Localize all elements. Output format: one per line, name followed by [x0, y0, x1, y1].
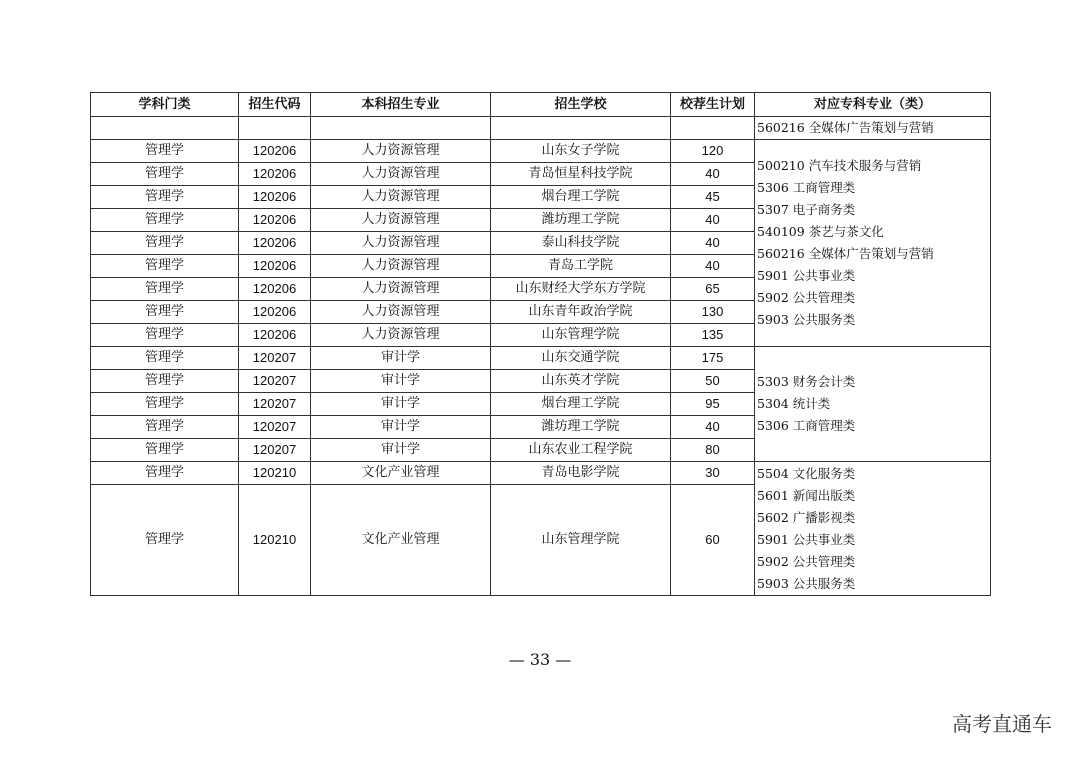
program-cell: 人力资源管理 [311, 209, 491, 232]
school-cell: 山东青年政治学院 [491, 301, 671, 324]
related-major: 5902 公共管理类 [757, 553, 856, 569]
related-major: 5307 电子商务类 [757, 202, 856, 217]
related-major: 5304 统计类 [757, 396, 831, 411]
header-quota: 校荐生计划 [671, 93, 755, 117]
program-cell: 人力资源管理 [311, 232, 491, 255]
category-cell: 管理学 [91, 278, 239, 301]
related-majors-cell [755, 140, 991, 347]
header-program: 本科招生专业 [311, 93, 491, 117]
school-cell: 山东财经大学东方学院 [491, 278, 671, 301]
category-cell: 管理学 [91, 393, 239, 416]
header-code: 招生代码 [239, 93, 311, 117]
carry-over-row [91, 117, 991, 140]
program-cell: 审计学 [311, 347, 491, 370]
program-cell: 审计学 [311, 393, 491, 416]
code-cell: 120207 [239, 439, 311, 462]
code-cell: 120207 [239, 416, 311, 439]
related-major: 5901 公共事业类 [757, 268, 856, 283]
related-major: 560216 全媒体广告策划与营销 [757, 246, 934, 261]
program-cell: 人力资源管理 [311, 140, 491, 163]
related-major: 5306 工商管理类 [757, 180, 856, 195]
school-cell: 潍坊理工学院 [491, 416, 671, 439]
quota-cell: 135 [671, 324, 755, 347]
program-cell: 文化产业管理 [311, 485, 491, 596]
category-cell: 管理学 [91, 163, 239, 186]
header-category: 学科门类 [91, 93, 239, 117]
quota-cell: 80 [671, 439, 755, 462]
category-cell: 管理学 [91, 255, 239, 278]
school-cell: 青岛电影学院 [491, 462, 671, 485]
quota-cell: 40 [671, 255, 755, 278]
program-cell: 人力资源管理 [311, 186, 491, 209]
code-cell: 120210 [239, 462, 311, 485]
category-cell: 管理学 [91, 485, 239, 596]
code-cell: 120207 [239, 393, 311, 416]
related-major: 5306 工商管理类 [757, 418, 856, 433]
code-cell: 120206 [239, 324, 311, 347]
code-cell: 120206 [239, 232, 311, 255]
program-cell: 人力资源管理 [311, 278, 491, 301]
related-major: 5902 公共管理类 [757, 290, 856, 305]
quota-cell: 65 [671, 278, 755, 301]
related-major: 5602 广播影视类 [757, 509, 856, 525]
category-cell: 管理学 [91, 209, 239, 232]
quota-cell: 40 [671, 416, 755, 439]
quota-cell: 120 [671, 140, 755, 163]
school-cell: 潍坊理工学院 [491, 209, 671, 232]
related-major: 5601 新闻出版类 [757, 487, 856, 503]
code-cell: 120206 [239, 186, 311, 209]
empty-cell [91, 117, 239, 140]
quota-cell: 40 [671, 232, 755, 255]
code-cell: 120206 [239, 163, 311, 186]
category-cell: 管理学 [91, 370, 239, 393]
quota-cell: 175 [671, 347, 755, 370]
related-major: 5303 财务会计类 [757, 374, 856, 389]
quota-cell: 60 [671, 485, 755, 596]
table-row [91, 462, 991, 485]
related-major: 560216 全媒体广告策划与营销 [757, 120, 934, 135]
program-cell: 人力资源管理 [311, 163, 491, 186]
quota-cell: 50 [671, 370, 755, 393]
code-cell: 120206 [239, 278, 311, 301]
school-cell: 烟台理工学院 [491, 186, 671, 209]
program-cell: 文化产业管理 [311, 462, 491, 485]
school-cell: 烟台理工学院 [491, 393, 671, 416]
category-cell: 管理学 [91, 462, 239, 485]
empty-cell [491, 117, 671, 140]
school-cell: 山东交通学院 [491, 347, 671, 370]
code-cell: 120206 [239, 209, 311, 232]
code-cell: 120207 [239, 347, 311, 370]
code-cell: 120206 [239, 301, 311, 324]
page-number: — 33 — [508, 650, 572, 669]
category-cell: 管理学 [91, 301, 239, 324]
quota-cell: 40 [671, 163, 755, 186]
table-body [91, 117, 991, 596]
program-cell: 人力资源管理 [311, 255, 491, 278]
code-cell: 120207 [239, 370, 311, 393]
related-major: 5504 文化服务类 [757, 465, 856, 481]
quota-cell: 95 [671, 393, 755, 416]
category-cell: 管理学 [91, 186, 239, 209]
related-major: 5903 公共服务类 [757, 575, 856, 591]
category-cell: 管理学 [91, 232, 239, 255]
program-cell: 审计学 [311, 416, 491, 439]
watermark-text: 高考直通车 [952, 712, 1052, 736]
school-cell: 山东管理学院 [491, 485, 671, 596]
enrollment-table [90, 92, 991, 596]
code-cell: 120206 [239, 255, 311, 278]
header-row [91, 93, 991, 117]
program-cell: 审计学 [311, 439, 491, 462]
empty-cell [311, 117, 491, 140]
code-cell: 120210 [239, 485, 311, 596]
program-cell: 人力资源管理 [311, 324, 491, 347]
empty-cell [671, 117, 755, 140]
empty-cell [239, 117, 311, 140]
school-cell: 泰山科技学院 [491, 232, 671, 255]
school-cell: 山东女子学院 [491, 140, 671, 163]
quota-cell: 130 [671, 301, 755, 324]
code-cell: 120206 [239, 140, 311, 163]
school-cell: 山东英才学院 [491, 370, 671, 393]
quota-cell: 40 [671, 209, 755, 232]
related-major: 540109 茶艺与茶文化 [757, 224, 884, 239]
school-cell: 青岛工学院 [491, 255, 671, 278]
program-cell: 审计学 [311, 370, 491, 393]
header-related-majors: 对应专科专业（类） [755, 93, 991, 117]
related-major: 500210 汽车技术服务与营销 [757, 158, 922, 173]
quota-cell: 30 [671, 462, 755, 485]
category-cell: 管理学 [91, 324, 239, 347]
related-majors-cell [755, 117, 991, 140]
category-cell: 管理学 [91, 416, 239, 439]
category-cell: 管理学 [91, 140, 239, 163]
school-cell: 山东农业工程学院 [491, 439, 671, 462]
category-cell: 管理学 [91, 439, 239, 462]
table-row [91, 140, 991, 163]
related-major: 5901 公共事业类 [757, 531, 856, 547]
table-row [91, 347, 991, 370]
program-cell: 人力资源管理 [311, 301, 491, 324]
header-school: 招生学校 [491, 93, 671, 117]
quota-cell: 45 [671, 186, 755, 209]
category-cell: 管理学 [91, 347, 239, 370]
related-majors-cell [755, 462, 991, 596]
related-major: 5903 公共服务类 [757, 312, 856, 327]
related-majors-cell [755, 347, 991, 462]
school-cell: 青岛恒星科技学院 [491, 163, 671, 186]
school-cell: 山东管理学院 [491, 324, 671, 347]
